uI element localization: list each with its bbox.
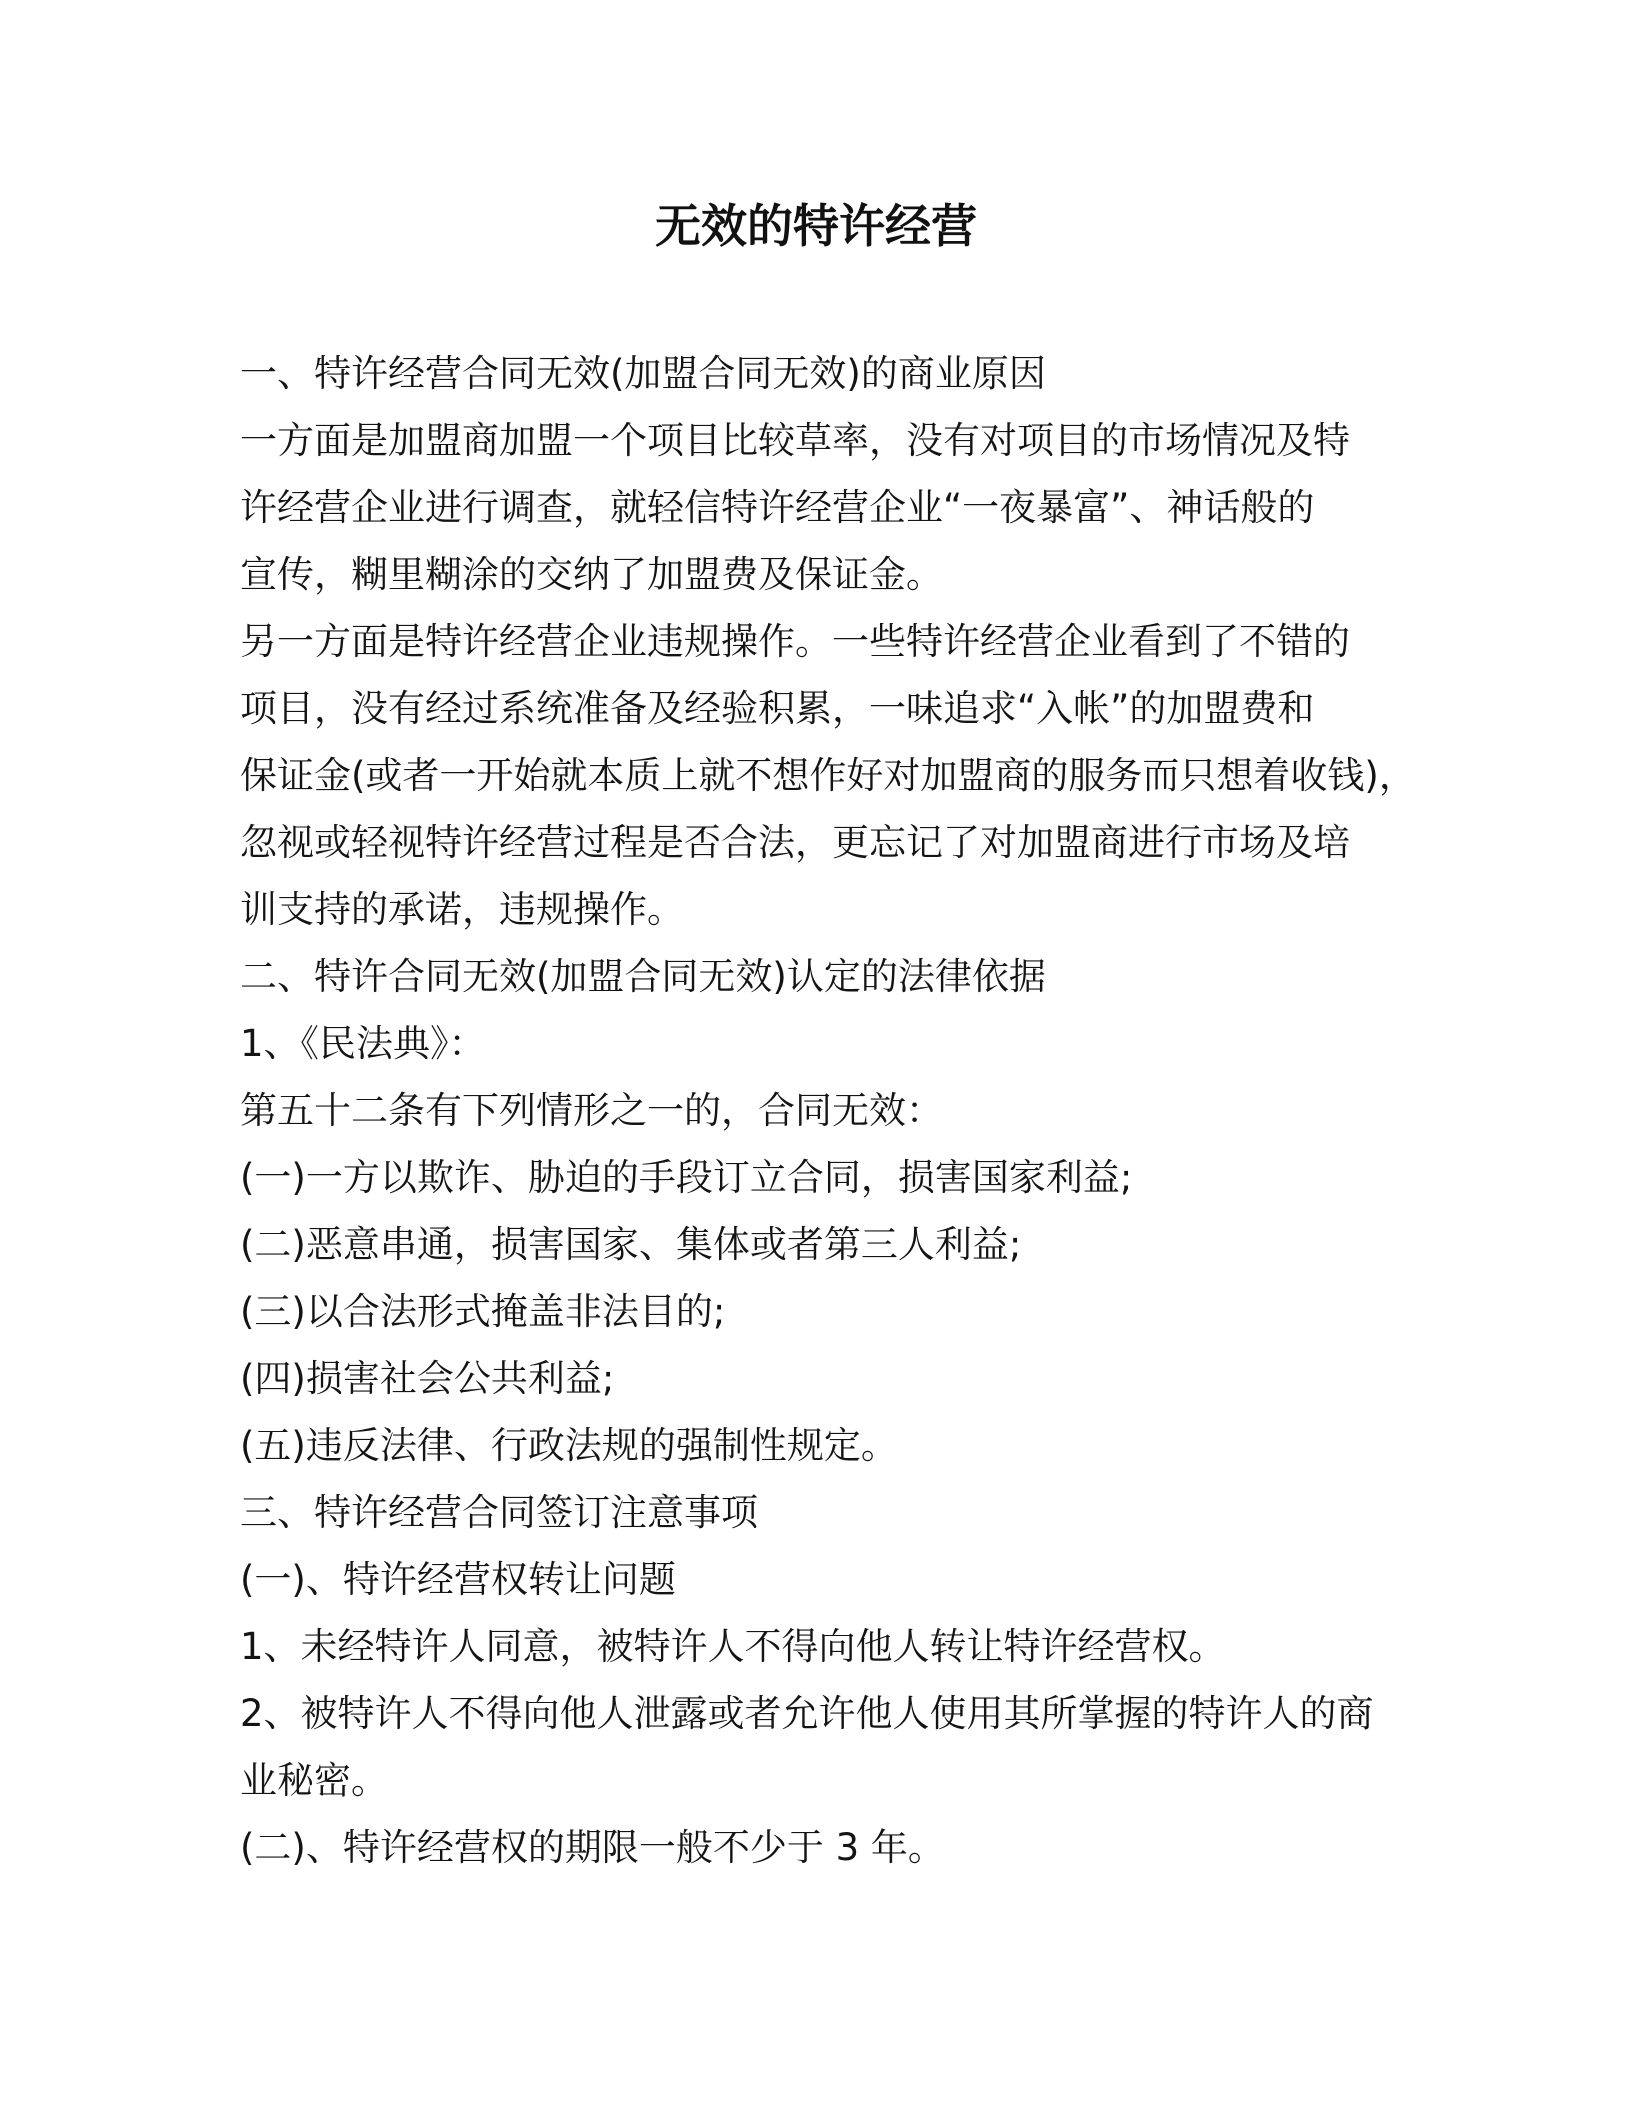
list-item: (四)损害社会公共利益; [240, 1357, 615, 1400]
list-item: (一)一方以欺诈、胁迫的手段订立合同，损害国家利益; [240, 1156, 1133, 1199]
paragraph-line: 另一方面是特许经营企业违规操作。一些特许经营企业看到了不错的 [240, 620, 1350, 663]
list-item: (三)以合法形式掩盖非法目的; [240, 1290, 726, 1333]
paragraph-line: 忽视或轻视特许经营过程是否合法，更忘记了对加盟商进行市场及培 [240, 821, 1350, 864]
list-item: (二)恶意串通，损害国家、集体或者第三人利益; [240, 1223, 1022, 1266]
list-item: (五)违反法律、行政法规的强制性规定。 [240, 1424, 898, 1467]
paragraph-line: 训支持的承诺，违规操作。 [240, 888, 684, 931]
list-item: 1、未经特许人同意，被特许人不得向他人转让特许经营权。 [240, 1625, 1226, 1668]
paragraph-line: 保证金(或者一开始就本质上就不想作好对加盟商的服务而只想着收钱)， [240, 754, 1416, 797]
document-body [240, 340, 1420, 1881]
section-heading-3: 三、特许经营合同签订注意事项 [240, 1491, 758, 1534]
paragraph-line: 项目，没有经过系统准备及经验积累，一味追求“入帐”的加盟费和 [240, 687, 1315, 730]
list-item: 2、被特许人不得向他人泄露或者允许他人使用其所掌握的特许人的商 [240, 1692, 1374, 1735]
subsection-heading: (二)、特许经营权的期限一般不少于 3 年。 [240, 1826, 945, 1869]
list-item: 1、《民法典》： [240, 1022, 486, 1065]
paragraph-line: 业秘密。 [240, 1759, 388, 1802]
page-title: 无效的特许经营 [655, 199, 977, 253]
paragraph-line: 一方面是加盟商加盟一个项目比较草率，没有对项目的市场情况及特 [240, 419, 1350, 462]
paragraph-line: 许经营企业进行调查，就轻信特许经营企业“一夜暴富”、神话般的 [240, 486, 1315, 529]
section-heading-1: 一、特许经营合同无效(加盟合同无效)的商业原因 [240, 352, 1046, 395]
subsection-heading: (一)、特许经营权转让问题 [240, 1558, 676, 1601]
paragraph-line: 第五十二条有下列情形之一的，合同无效： [240, 1089, 943, 1132]
section-heading-2: 二、特许合同无效(加盟合同无效)认定的法律依据 [240, 955, 1046, 998]
paragraph-line: 宣传，糊里糊涂的交纳了加盟费及保证金。 [240, 553, 943, 596]
